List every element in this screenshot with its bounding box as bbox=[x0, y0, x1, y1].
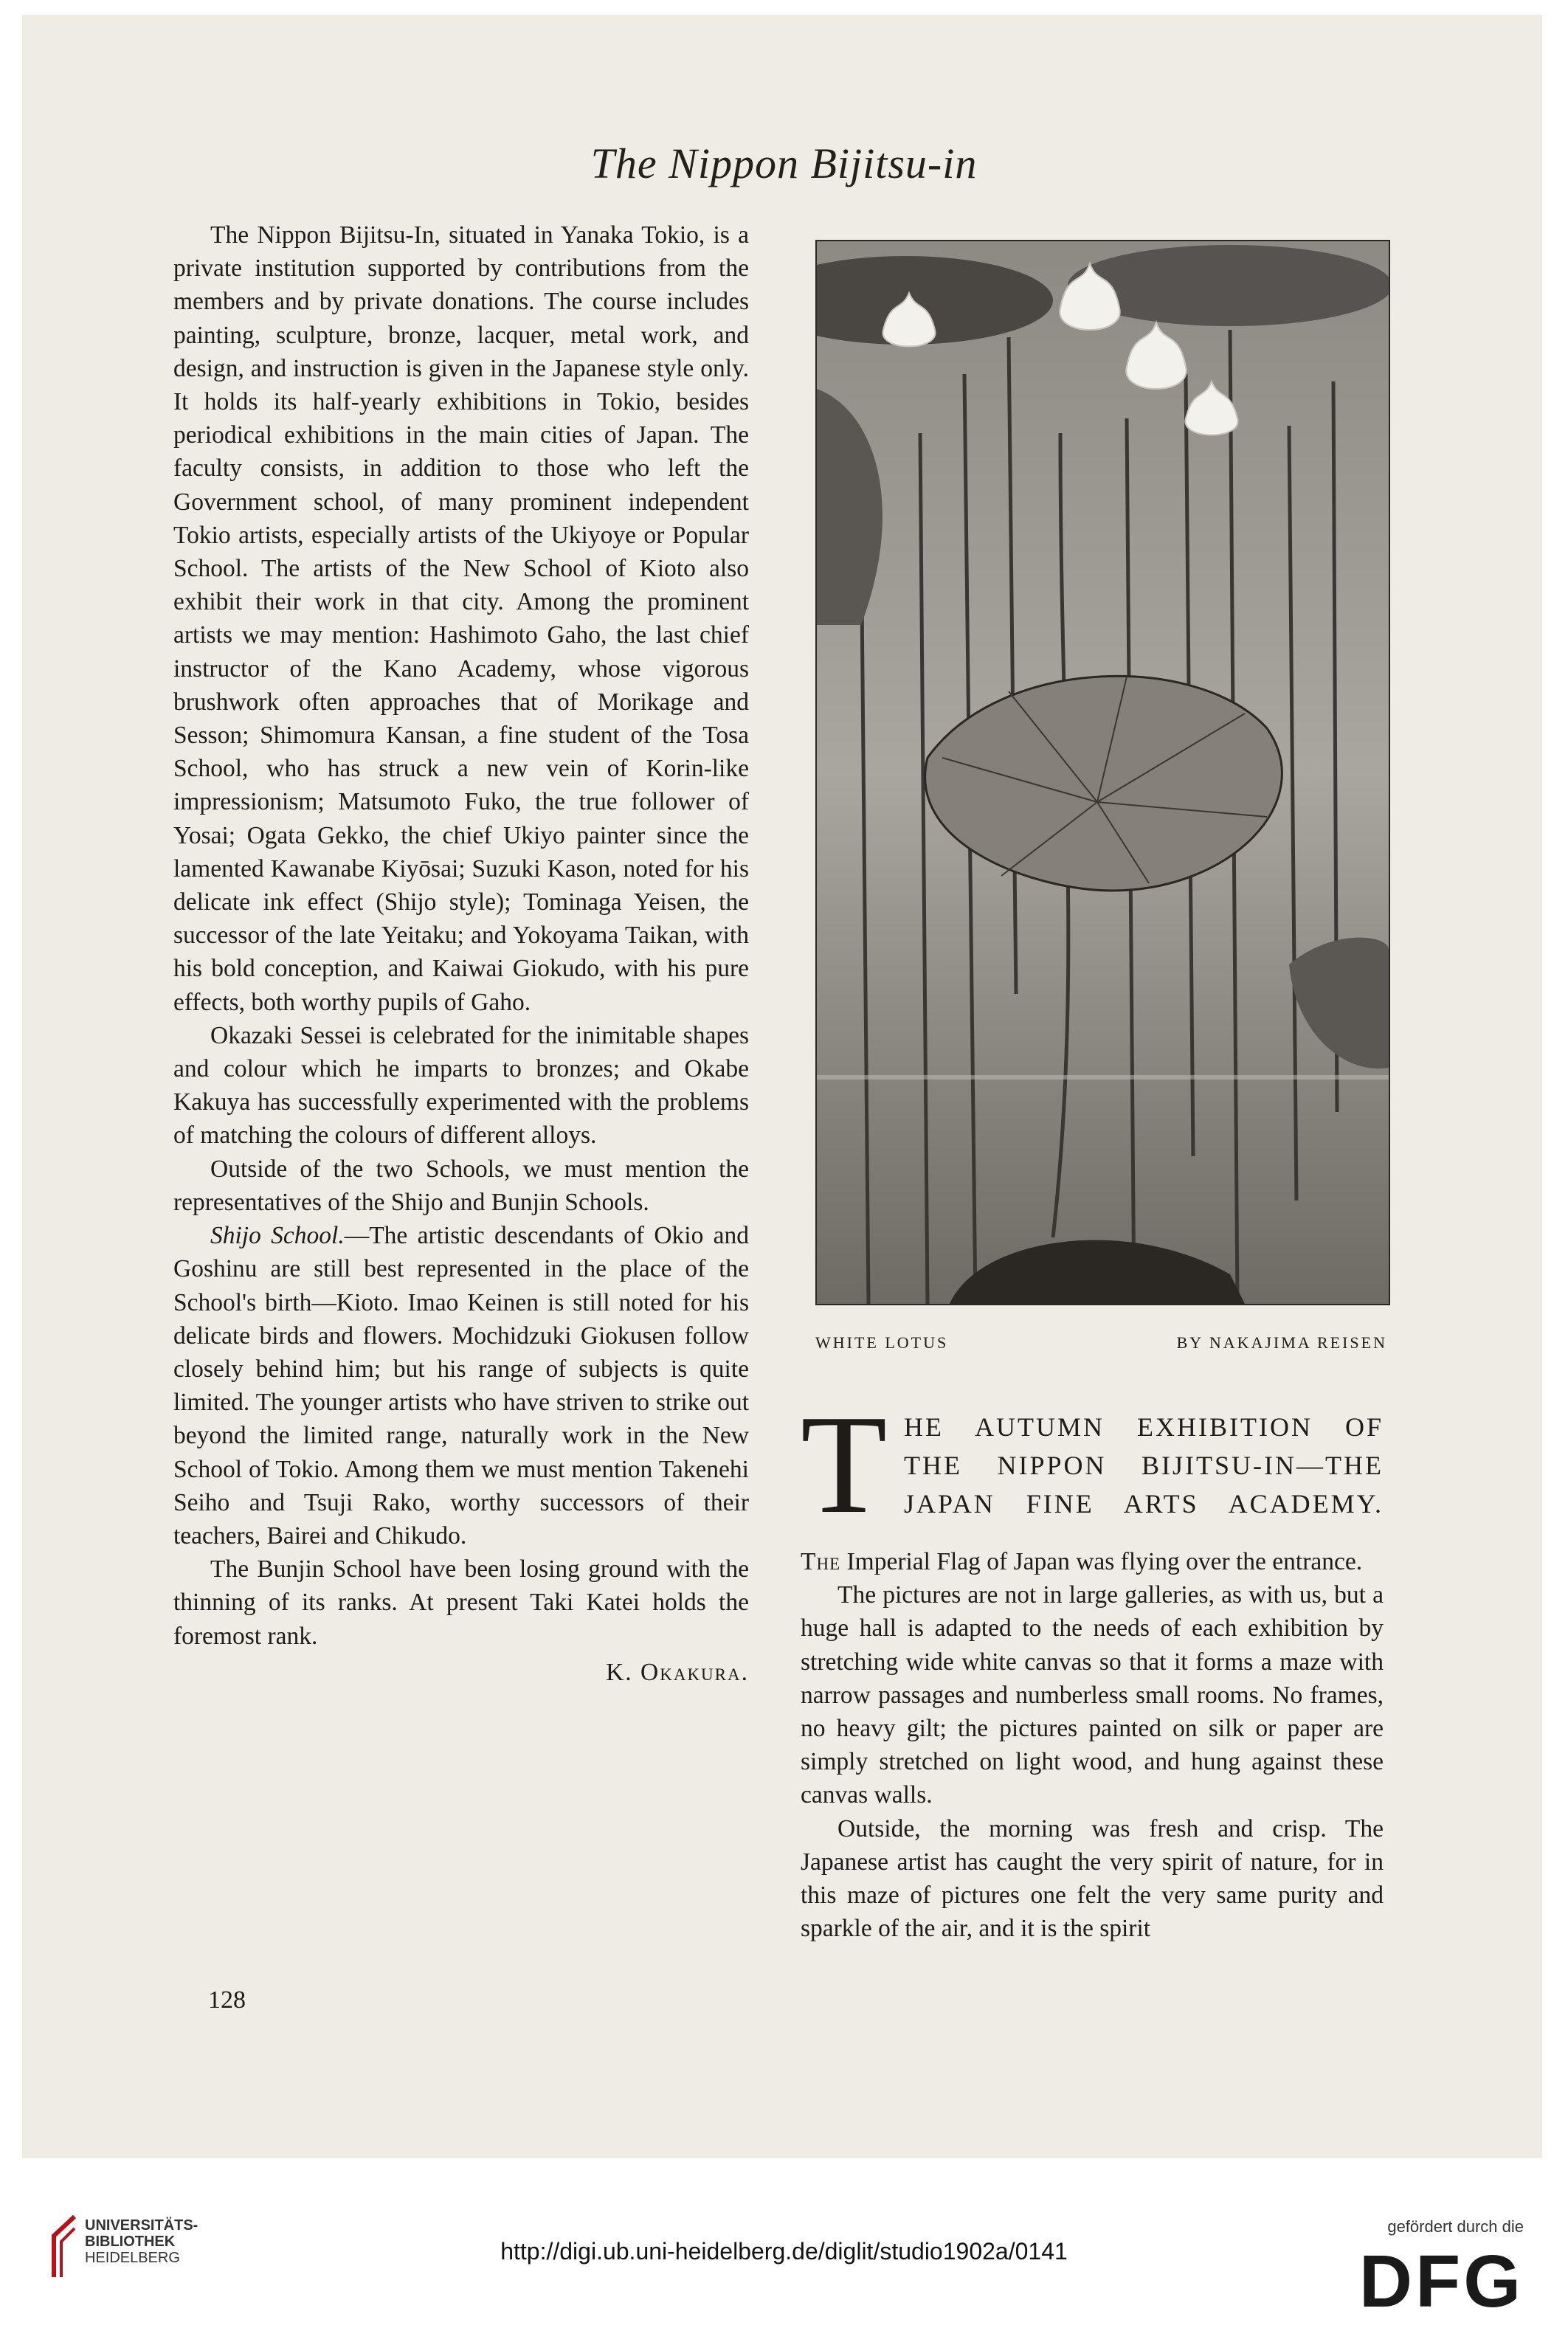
heading-line-2: THE NIPPON BIJITSU-IN—THE bbox=[904, 1451, 1384, 1480]
footer-bar bbox=[0, 2195, 1568, 2342]
white-lotus-illustration bbox=[815, 240, 1390, 1305]
paragraph-pictures: The pictures are not in large galleries, as with us, but a huge hall is adapted to the needs of each exhibition by stretching wide white canvas so that it forms a maze with narrow passages and numberless small rooms. No frames, no heavy gilt; the pictures painted on silk or paper are simply stretched on light wood, and hung against these canvas walls. bbox=[801, 1581, 1384, 1809]
left-column bbox=[173, 218, 749, 1689]
drop-cap: T bbox=[801, 1386, 888, 1543]
paragraph-schools: Outside of the two Schools, we must mention the representatives of the Shijo and Bunjin Schools. bbox=[173, 1155, 749, 1216]
dfg-logo: DFG bbox=[1358, 2240, 1524, 2323]
running-title: The Nippon Bijitsu-in bbox=[590, 139, 978, 187]
page-number: 128 bbox=[208, 1986, 246, 2014]
right-column bbox=[801, 1545, 1384, 1945]
shijo-lead: Shijo School. bbox=[210, 1222, 345, 1250]
paragraph-outside: Outside, the morning was fresh and crisp. The Japanese artist has caught the very spirit of nature, for in this maze of pictures one felt the very same purity and sparkle of the air, and it is the spirit bbox=[801, 1814, 1384, 1943]
paragraph-intro: The Nippon Bijitsu-In, situated in Yanaka Tokio, is a private institution supported by contributions from the members and by private donations. The course includes painting, sculpture, bronze, lacquer, metal work, and design, and instruction is given in the Japanese style only. It holds its half-yearly exhibitions in Tokio, besides periodical exhibitions in the main cities of Japan. The faculty consists, in addition to those who left the Government school, of many prominent independent Tokio artists, especially artists of the Ukiyoye or Popular School. The artists of the New School of Kioto also exhibit their work in that city. Among the prominent artists we may mention: Hashimoto Gaho, the last chief instructor of the Kano Academy, whose vigorous brushwork often approaches that of Morikage and Sesson; Shimomura Kansan, a fine student of the Tosa School, who has struck a new vein of Korin-like impressionism; Matsumoto Fuko, the true follower of Yosai; Ogata Gekko, the chief Ukiyo painter since the lamented Kawanabe Kiyōsai; Suzuki Kason, noted for his delicate ink effect (Shijo style); Tominaga Yeisen, the successor of the late Yeitaku; and Yokoyama Taikan, with his bold conception, and Kaiwai Giokudo, with his pure effects, both worthy pupils of Gaho. bbox=[173, 221, 749, 1016]
figure-caption bbox=[815, 1333, 1387, 1353]
article-heading bbox=[801, 1386, 1384, 1543]
caption-title: WHITE LOTUS bbox=[815, 1333, 949, 1352]
heading-line-3: JAPAN FINE ARTS ACADEMY. bbox=[904, 1489, 1384, 1519]
paragraph-flag-text: Imperial Flag of Japan was flying over the entrance. bbox=[840, 1548, 1363, 1575]
paragraph-shijo bbox=[173, 1219, 749, 1552]
library-line-1: UNIVERSITÄTS- bbox=[85, 2217, 198, 2234]
library-line-3: HEIDELBERG bbox=[85, 2250, 180, 2266]
lotus-painting bbox=[817, 241, 1389, 1304]
shijo-text: —The artistic descendants of Okio and Goshinu are still best represented in the place of the School's birth—Kioto. Imao Keinen is still noted for his delicate birds and flowers. Mochidzuki Giokusen follow closely behind him; but his range of subjects is quite limited. The younger artists who have striven to strike out beyond the limited range, naturally work in the New School of Tokio. Among them we must mention Takenehi Seiho and Tsuji Rako, worthy successors of their teachers, Bairei and Chikudo. bbox=[173, 1222, 749, 1550]
paragraph-flag bbox=[801, 1545, 1384, 1578]
caption-artist: BY NAKAJIMA REISEN bbox=[1176, 1333, 1387, 1352]
heading-line-1: HE AUTUMN EXHIBITION OF bbox=[904, 1412, 1384, 1442]
source-url-link[interactable]: http://digi.ub.uni-heidelberg.de/diglit/studio1902a/0141 bbox=[500, 2238, 1068, 2265]
funding-note: gefördert durch die bbox=[1387, 2217, 1524, 2236]
author-signature: K. Okakura. bbox=[606, 1658, 749, 1686]
paragraph-okazaki: Okazaki Sessei is celebrated for the inimitable shapes and colour which he imparts to bronzes; and Okabe Kakuya has successfully experimented with the problems of matching the colours of different alloys. bbox=[173, 1021, 749, 1150]
lead-word: The bbox=[801, 1548, 841, 1575]
library-line-2: BIBLIOTHEK bbox=[85, 2234, 176, 2250]
paragraph-bunjin: The Bunjin School have been losing ground with the thinning of its ranks. At present Taki Katei holds the foremost rank. bbox=[173, 1555, 749, 1650]
